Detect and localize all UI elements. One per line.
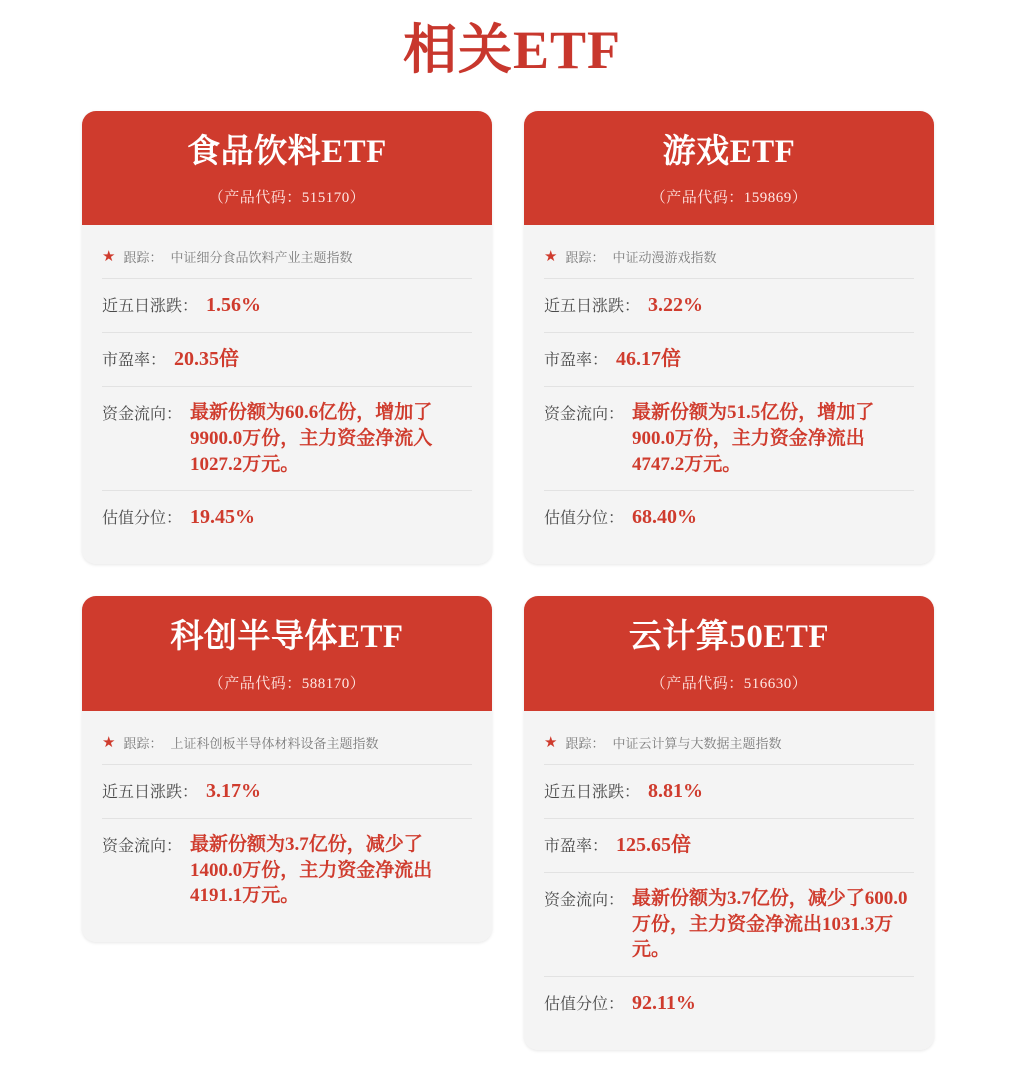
metric-five-day [102,279,472,333]
etf-card-body [82,711,492,942]
etf-code: （产品代码：515170） [208,190,366,207]
etf-card[interactable] [82,596,492,942]
metric-value: 68.40% [632,506,698,529]
etf-track-row [102,241,472,279]
etf-code: （产品代码：159869） [650,190,808,207]
etf-card-header [82,596,492,711]
track-value: 中证动漫游戏指数 [612,250,717,266]
metric-label: 近五日涨跌： [102,783,199,801]
metric-value: 46.17倍 [616,348,682,371]
metric-value: 最新份额为3.7亿份，减少了600.0万份，主力资金净流出1031.3万元。 [632,887,908,961]
metric-label: 市盈率： [544,352,609,370]
metric-value: 125.65倍 [616,833,692,856]
metric-label: 资金流向： [544,891,625,909]
metric-label: 估值分位： [544,995,625,1013]
metric-value: 8.81% [648,779,704,802]
etf-name: 科创半导体ETF [170,619,404,656]
metric-label: 估值分位： [544,510,625,528]
metric-label: 资金流向： [102,406,183,424]
metric-value: 92.11% [632,991,696,1014]
etf-card-header [82,111,492,226]
metric-value: 3.17% [206,779,262,802]
metric-value: 最新份额为3.7亿份，减少了1400.0万份，主力资金净流出4191.1万元。 [190,833,433,907]
metric-label: 资金流向： [544,406,625,424]
metric-fund-flow [102,819,472,922]
metric-value: 19.45% [190,506,256,529]
metric-five-day [102,765,472,819]
metric-value: 最新份额为60.6亿份，增加了9900.0万份，主力资金净流入1027.2万元。 [190,402,433,475]
metric-value: 20.35倍 [174,348,240,371]
star-icon: ★ [544,248,558,266]
metric-value: 3.22% [648,294,704,317]
metric-valuation [102,491,472,544]
track-label: 跟踪： [565,735,605,751]
track-value: 上证科创板半导体材料设备主题指数 [170,735,379,751]
etf-card-body [524,225,934,564]
etf-name: 游戏ETF [662,133,796,170]
etf-name: 云计算50ETF [628,619,830,656]
track-value: 中证云计算与大数据主题指数 [612,735,782,751]
metric-fund-flow [102,387,472,491]
etf-name: 食品饮料ETF [187,133,387,170]
etf-card-grid [0,111,1024,1050]
metric-pe [102,333,472,387]
metric-pe [544,819,914,873]
star-icon: ★ [544,733,558,751]
etf-track-row [544,727,914,765]
track-label: 跟踪： [565,250,605,266]
metric-fund-flow [544,387,914,491]
metric-label: 资金流向： [102,837,183,855]
etf-card[interactable] [524,596,934,1050]
etf-card-body [82,225,492,564]
metric-label: 市盈率： [102,352,167,370]
etf-card[interactable] [82,111,492,565]
page-title: 相关ETF [402,20,622,80]
etf-track-row [102,727,472,765]
star-icon: ★ [102,248,116,266]
metric-label: 市盈率： [544,837,609,855]
etf-track-row [544,241,914,279]
metric-valuation [544,491,914,544]
metric-valuation [544,977,914,1030]
metric-fund-flow [544,873,914,977]
metric-label: 近五日涨跌： [544,298,641,316]
metric-pe [544,333,914,387]
metric-value: 1.56% [206,294,262,317]
etf-card-header [524,111,934,226]
track-value: 中证细分食品饮料产业主题指数 [170,250,353,266]
etf-card[interactable] [524,111,934,565]
metric-label: 近五日涨跌： [544,783,641,801]
metric-five-day [544,279,914,333]
metric-value: 最新份额为51.5亿份，增加了900.0万份，主力资金净流出4747.2万元。 [632,402,875,475]
etf-card-header [524,596,934,711]
etf-code: （产品代码：516630） [650,675,808,692]
star-icon: ★ [102,733,116,751]
metric-label: 近五日涨跌： [102,298,199,316]
track-label: 跟踪： [123,250,163,266]
metric-label: 估值分位： [102,510,183,528]
etf-card-body [524,711,934,1050]
metric-five-day [544,765,914,819]
track-label: 跟踪： [123,735,163,751]
etf-code: （产品代码：588170） [208,675,366,692]
